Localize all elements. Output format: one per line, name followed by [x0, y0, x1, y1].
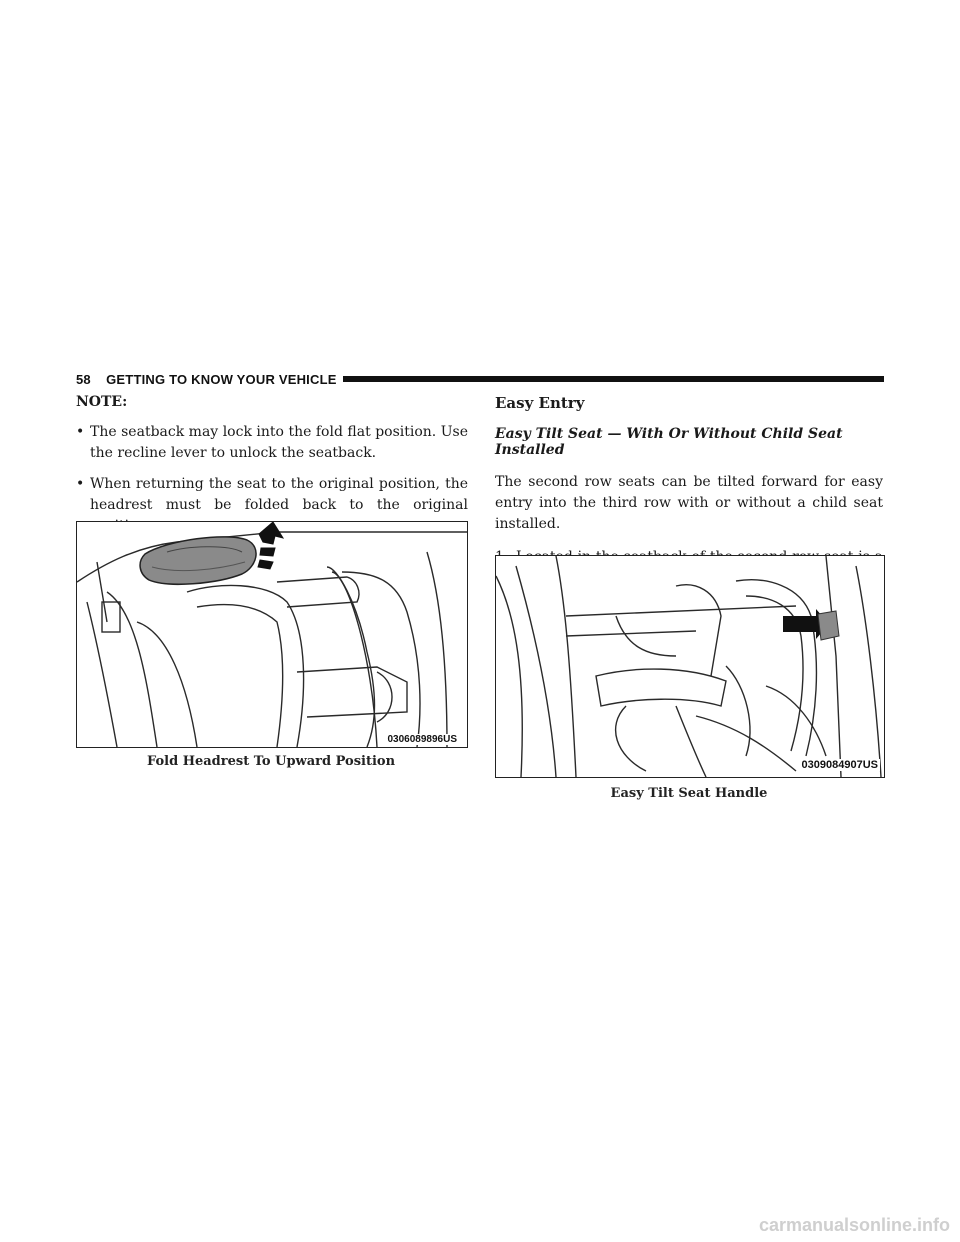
intro-paragraph: The second row seats can be tilted forward for easy entry into the third row with or without a child seat installed. — [495, 474, 883, 532]
figure-code: 0309084907US — [801, 759, 878, 771]
site-watermark: carmanualsonline.info — [758, 1215, 950, 1235]
bullet-text: The seatback may lock into the fold flat position. Use the recline lever to unlock the seatback. — [90, 424, 468, 461]
sub-heading: Easy Tilt Seat — With Or Without Child Seat Installed — [495, 426, 843, 458]
note-title: NOTE: — [76, 394, 128, 410]
section-title: GETTING TO KNOW YOUR VEHICLE — [106, 371, 337, 387]
note-bullet — [76, 422, 468, 464]
headrest-illustration — [77, 522, 467, 747]
page-header — [76, 371, 884, 387]
figure-caption: Fold Headrest To Upward Position — [146, 754, 396, 769]
headrest-figure — [76, 521, 468, 748]
header-rule — [343, 376, 884, 382]
figure-caption: Easy Tilt Seat Handle — [610, 786, 768, 801]
bullet-text: When returning the seat to the original position, the headrest must be folded back to the original — [90, 476, 468, 513]
page-number: 58 — [76, 371, 91, 387]
tilt-seat-illustration — [496, 556, 884, 777]
page-number-and-section — [76, 372, 337, 387]
bullet-dot-icon: • — [76, 476, 85, 492]
tilt-seat-figure — [495, 555, 885, 778]
section-heading: Easy Entry — [495, 394, 585, 412]
bullet-dot-icon: • — [76, 424, 85, 440]
figure-code: 0306089896US — [387, 734, 457, 745]
